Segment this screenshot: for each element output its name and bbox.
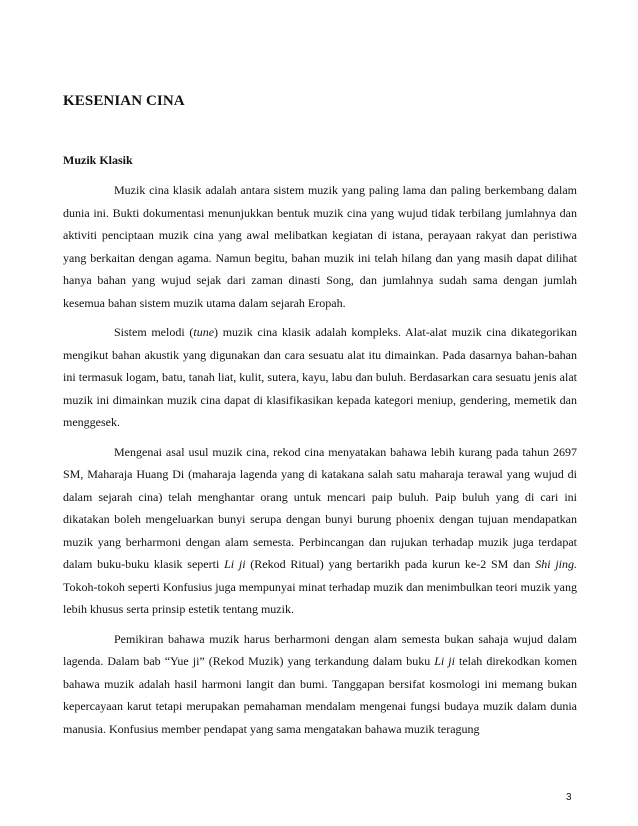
text-segment: Sistem melodi (	[114, 325, 194, 339]
section-heading: Muzik Klasik	[63, 153, 133, 167]
italic-term: tune	[193, 325, 215, 339]
text-segment: Mengenai asal usul muzik cina, rekod cina menyatakan bahawa lebih kurang pada tahun 2697 SM, Maharaja Huang Di (maharaja lagenda yang di katakana salah satu maharaja terawal yang wujud di dalam sejarah cina) telah menghantar orang untuk mencari paip buluh. Paip buluh yang di cari ini dikatakan boleh mengeluarkan bunyi serupa dengan bunyi burung phoenix dengan tujuan mendapatkan muzik yang berharmoni dengan alam semesta. Perbincangan dan rujukan terhadap muzik juga terdapat dalam buku-buku klasik seperti	[63, 444, 577, 571]
document-title: KESENIAN CINA	[63, 93, 185, 109]
italic-book-title: Li ji	[224, 557, 246, 571]
text-segment: (Rekod Ritual) yang bertarikh pada kurun ke-2 SM dan	[245, 557, 536, 571]
text-segment: Tokoh-tokoh seperti Konfusius juga mempunyai minat terhadap muzik dan menimbulkan teori muzik yang lebih khusus serta prinsip estetik tentang muzik.	[63, 579, 577, 616]
text-segment: Muzik cina klasik adalah antara sistem muzik yang paling lama dan paling berkembang dalam dunia ini. Bukti dokumentasi menunjukkan bentuk muzik cina yang wujud tidak terbilang jumlahnya dan aktiviti penciptaan muzik cina yang awal melibatkan kegiatan di istana, perayaan rakyat dan peristiwa yang berkaitan dengan agama. Namun begitu, bahan muzik ini telah hilang dan yang masih dapat dilihat hanya bahan yang wujud sejak dari zaman dinasti Song, dan jumlahnya sudah sama dengan jumlah kesemua bahan sistem muzik utama dalam sejarah Eropah.	[63, 183, 577, 310]
paragraph-2	[63, 321, 577, 434]
paragraph-1	[63, 179, 577, 314]
text-segment: telah direkodkan komen bahawa muzik adalah hasil harmoni langit dan bumi. Tanggapan bersifat kosmologi ini memang bukan kepercayaan karut tetapi merupakan pemahaman mendalam mengenai fungsi budaya muzik dalam dunia manusia. Konfusius member pendapat yang sama mengatakan bahawa muzik teragung	[63, 654, 578, 736]
text-segment: ) muzik cina klasik adalah kompleks. Alat-alat muzik cina dikategorikan mengikut bahan akustik yang digunakan dan cara sesuatu alat itu dimainkan. Pada dasarnya bahan-bahan ini termasuk logam, batu, tanah liat, kulit, sutera, kayu, labu dan buluh. Berdasarkan cara sesuatu jenis alat muzik ini dimainkan muzik cina dapat di klasifikasikan kepada kategori meniup, gendering, memetik dan menggesek.	[63, 325, 578, 429]
italic-book-title: Shi jing.	[535, 557, 577, 571]
paragraph-3	[63, 441, 577, 621]
italic-book-title: Li ji	[434, 654, 455, 668]
body-text	[63, 179, 577, 747]
page-number: 3	[566, 792, 572, 803]
text-segment: Pemikiran bahawa muzik harus berharmoni dengan alam semesta bukan sahaja wujud dalam lagenda. Dalam bab “Yue ji” (Rekod Muzik) yang terkandung dalam buku	[63, 631, 577, 668]
paragraph-4	[63, 628, 577, 741]
